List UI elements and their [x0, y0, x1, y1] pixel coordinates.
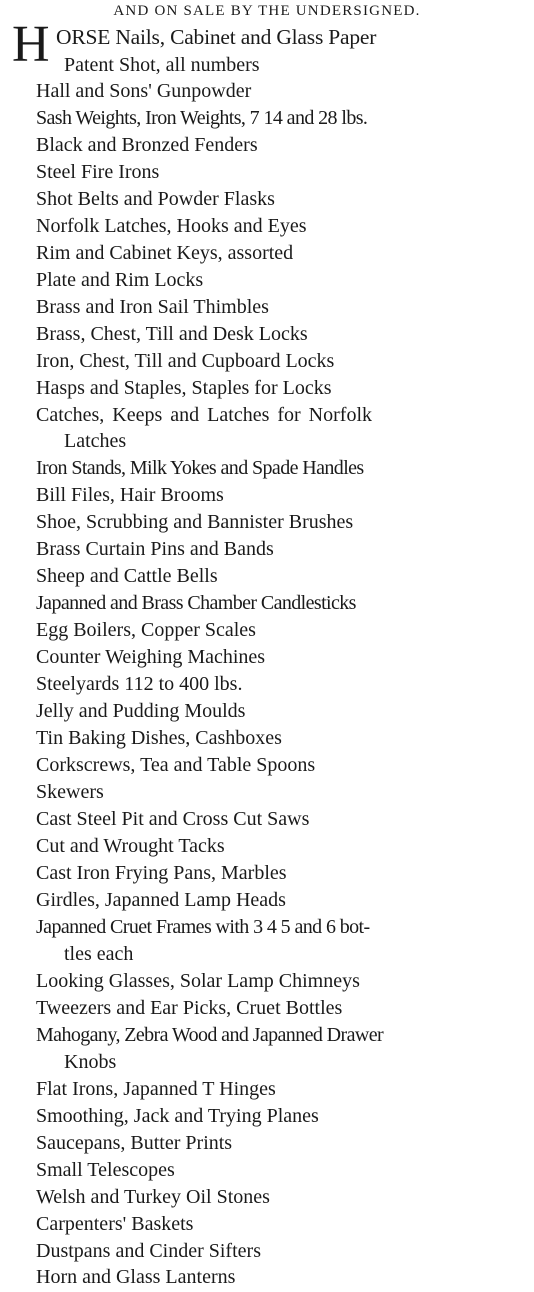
- advertisement-header: AND ON SALE BY THE UNDERSIGNED.: [113, 3, 421, 19]
- list-item: Egg Boilers, Copper Scales: [36, 619, 256, 641]
- list-item: Shot Belts and Powder Flasks: [36, 188, 275, 210]
- list-item: Welsh and Turkey Oil Stones: [36, 1186, 270, 1208]
- list-item: Catches, Keeps and Latches for Norfolk: [36, 404, 372, 426]
- list-item: Jelly and Pudding Moulds: [36, 700, 246, 722]
- list-item: Patent Shot, all numbers: [64, 54, 260, 76]
- list-item: Sheep and Cattle Bells: [36, 565, 218, 587]
- list-item: Looking Glasses, Solar Lamp Chimneys: [36, 970, 360, 992]
- list-item: Tin Baking Dishes, Cashboxes: [36, 727, 282, 749]
- list-item: Hall and Sons' Gunpowder: [36, 80, 252, 102]
- list-item: Rim and Cabinet Keys, assorted: [36, 242, 294, 264]
- first-line-text: ORSE Nails, Cabinet and Glass Paper: [56, 25, 377, 49]
- list-item: Mahogany, Zebra Wood and Japanned Drawer: [36, 1024, 384, 1046]
- list-item: Japanned and Brass Chamber Candlesticks: [36, 592, 356, 614]
- list-item: Steel Fire Irons: [36, 161, 160, 183]
- list-item: Skewers: [36, 781, 104, 803]
- list-item: Brass Curtain Pins and Bands: [36, 538, 274, 560]
- list-item: Brass, Chest, Till and Desk Locks: [36, 323, 308, 345]
- list-item: Cast Steel Pit and Cross Cut Saws: [36, 808, 310, 830]
- list-item: Shoe, Scrubbing and Bannister Brushes: [36, 511, 354, 533]
- list-item: Tweezers and Ear Picks, Cruet Bottles: [36, 997, 343, 1019]
- list-item: Iron, Chest, Till and Cupboard Locks: [36, 350, 335, 372]
- list-item: Japanned Cruet Frames with 3 4 5 and 6 bot-: [36, 916, 370, 938]
- list-item: Carpenters' Baskets: [36, 1213, 194, 1235]
- list-item: Brass and Iron Sail Thimbles: [36, 296, 269, 318]
- list-item-continuation: Latches: [64, 430, 127, 452]
- list-item: Girdles, Japanned Lamp Heads: [36, 889, 286, 911]
- drop-cap-letter: H: [12, 16, 50, 73]
- list-item: Sash Weights, Iron Weights, 7 14 and 28 lbs.: [36, 107, 368, 129]
- list-item: Norfolk Latches, Hooks and Eyes: [36, 215, 307, 237]
- list-item: Small Telescopes: [36, 1159, 175, 1181]
- list-item: Bill Files, Hair Brooms: [36, 484, 224, 506]
- list-item-continuation: Knobs: [64, 1051, 117, 1073]
- list-item: Dustpans and Cinder Sifters: [36, 1240, 261, 1262]
- list-item: Black and Bronzed Fenders: [36, 134, 258, 156]
- list-item: Flat Irons, Japanned T Hinges: [36, 1078, 276, 1100]
- list-item: Iron Stands, Milk Yokes and Spade Handles: [36, 457, 364, 479]
- list-item: Hasps and Staples, Staples for Locks: [36, 377, 332, 399]
- list-item: Cut and Wrought Tacks: [36, 835, 225, 857]
- list-item: Cast Iron Frying Pans, Marbles: [36, 862, 287, 884]
- list-item: Smoothing, Jack and Trying Planes: [36, 1105, 319, 1127]
- list-item: Corkscrews, Tea and Table Spoons: [36, 754, 316, 776]
- list-item: Horn and Glass Lanterns: [36, 1266, 236, 1288]
- list-item: Steelyards 112 to 400 lbs.: [36, 673, 243, 695]
- list-item: Plate and Rim Locks: [36, 269, 204, 291]
- list-item-continuation: tles each: [64, 943, 134, 965]
- list-item: Saucepans, Butter Prints: [36, 1132, 233, 1154]
- list-item: Counter Weighing Machines: [36, 646, 266, 668]
